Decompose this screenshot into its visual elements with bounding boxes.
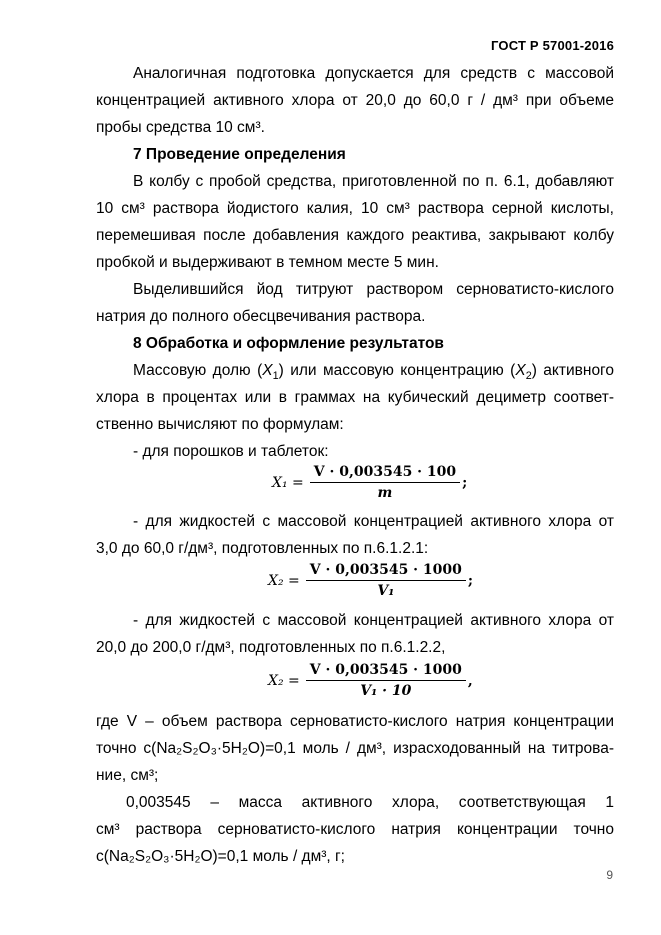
paragraph-line: 0,003545 – масса активного хлора, соответствующая 1 — [126, 794, 614, 811]
list-item: - для жидкостей с массовой концентрацией активного хлора от — [133, 612, 614, 629]
paragraph-line: концентрацией активного хлора от 20,0 до 60,0 г / дм³ при объеме — [96, 92, 614, 109]
variable-x1: X — [262, 362, 273, 379]
formula-lhs: X₂ = — [268, 572, 300, 589]
formula-2 — [268, 562, 473, 599]
paragraph-line: Массовую долю $(X_1)$ или массовую концентрацию $(X_2)$ активного — [133, 362, 614, 383]
paragraph-line: ственно вычисляют по формулам: — [96, 416, 344, 433]
paragraph-line: точно c(Na₂S₂O₃·5H₂O)=0,1 моль / дм³, израсходованный на титрова- — [96, 740, 614, 757]
list-item: - для порошков и таблеток: — [133, 443, 329, 460]
list-item: - для жидкостей с массовой концентрацией активного хлора от — [133, 513, 614, 530]
formula-denominator: V₁ · 10 — [360, 683, 412, 699]
paragraph-line: c(Na₂S₂O₃·5H₂O)=0,1 моль / дм³, г; — [96, 848, 345, 865]
formula-lhs: X₂ = — [268, 672, 300, 689]
section-heading-8: 8 Обработка и оформление результатов — [133, 335, 444, 352]
formula-numerator: V · 0,003545 · 1000 — [306, 562, 466, 581]
formula-numerator: V · 0,003545 · 1000 — [306, 662, 466, 681]
paragraph-line: Аналогичная подготовка допускается для средств с массовой — [133, 65, 614, 82]
paragraph-line: В колбу с пробой средства, приготовленной по п. 6.1, добавляют — [133, 173, 614, 190]
paragraph-line: Выделившийся йод титруют раствором серноватисто-кислого — [133, 281, 614, 298]
formula-1 — [272, 464, 467, 501]
paragraph-line: 20,0 до 200,0 г/дм³, подготовленных по п.6.1.2.2, — [96, 639, 446, 656]
paragraph-line: хлора в процентах или в граммах на кубический дециметр соответ- — [96, 389, 614, 406]
formula-denominator: m — [377, 485, 393, 501]
formula-3 — [268, 662, 473, 699]
formula-punct: ; — [467, 572, 474, 589]
paragraph-line: 3,0 до 60,0 г/дм³, подготовленных по п.6.1.2.1: — [96, 540, 429, 557]
formula-numerator: V · 0,003545 · 100 — [310, 464, 460, 483]
paragraph-line: натрия до полного обесцвечивания раствора. — [96, 308, 426, 325]
paragraph-line: 10 см³ раствора йодистого калия, 10 см³ раствора серной кислоты, — [96, 200, 614, 217]
paragraph-line: ние, см³; — [96, 767, 159, 784]
paragraph-line: см³ раствора серноватисто-кислого натрия концентрации точно — [96, 821, 614, 838]
formula-punct: , — [467, 672, 473, 689]
page-number: 9 — [606, 868, 613, 882]
formula-denominator: V₁ — [377, 583, 395, 599]
paragraph-line: пробкой и выдерживают в темном месте 5 мин. — [96, 254, 439, 271]
paragraph-line: перемешивая после добавления каждого реактива, закрывают колбу — [96, 227, 614, 244]
formula-lhs: X₁ = — [272, 474, 304, 491]
section-heading-7: 7 Проведение определения — [133, 146, 346, 163]
paragraph-line: пробы средства 10 см³. — [96, 119, 265, 136]
formula-punct: ; — [462, 474, 468, 491]
variable-x2: X — [515, 362, 526, 379]
paragraph-line: где V – объем раствора серноватисто-кислого натрия концентрации — [96, 713, 614, 730]
document-code-header: ГОСТ Р 57001-2016 — [490, 38, 614, 53]
